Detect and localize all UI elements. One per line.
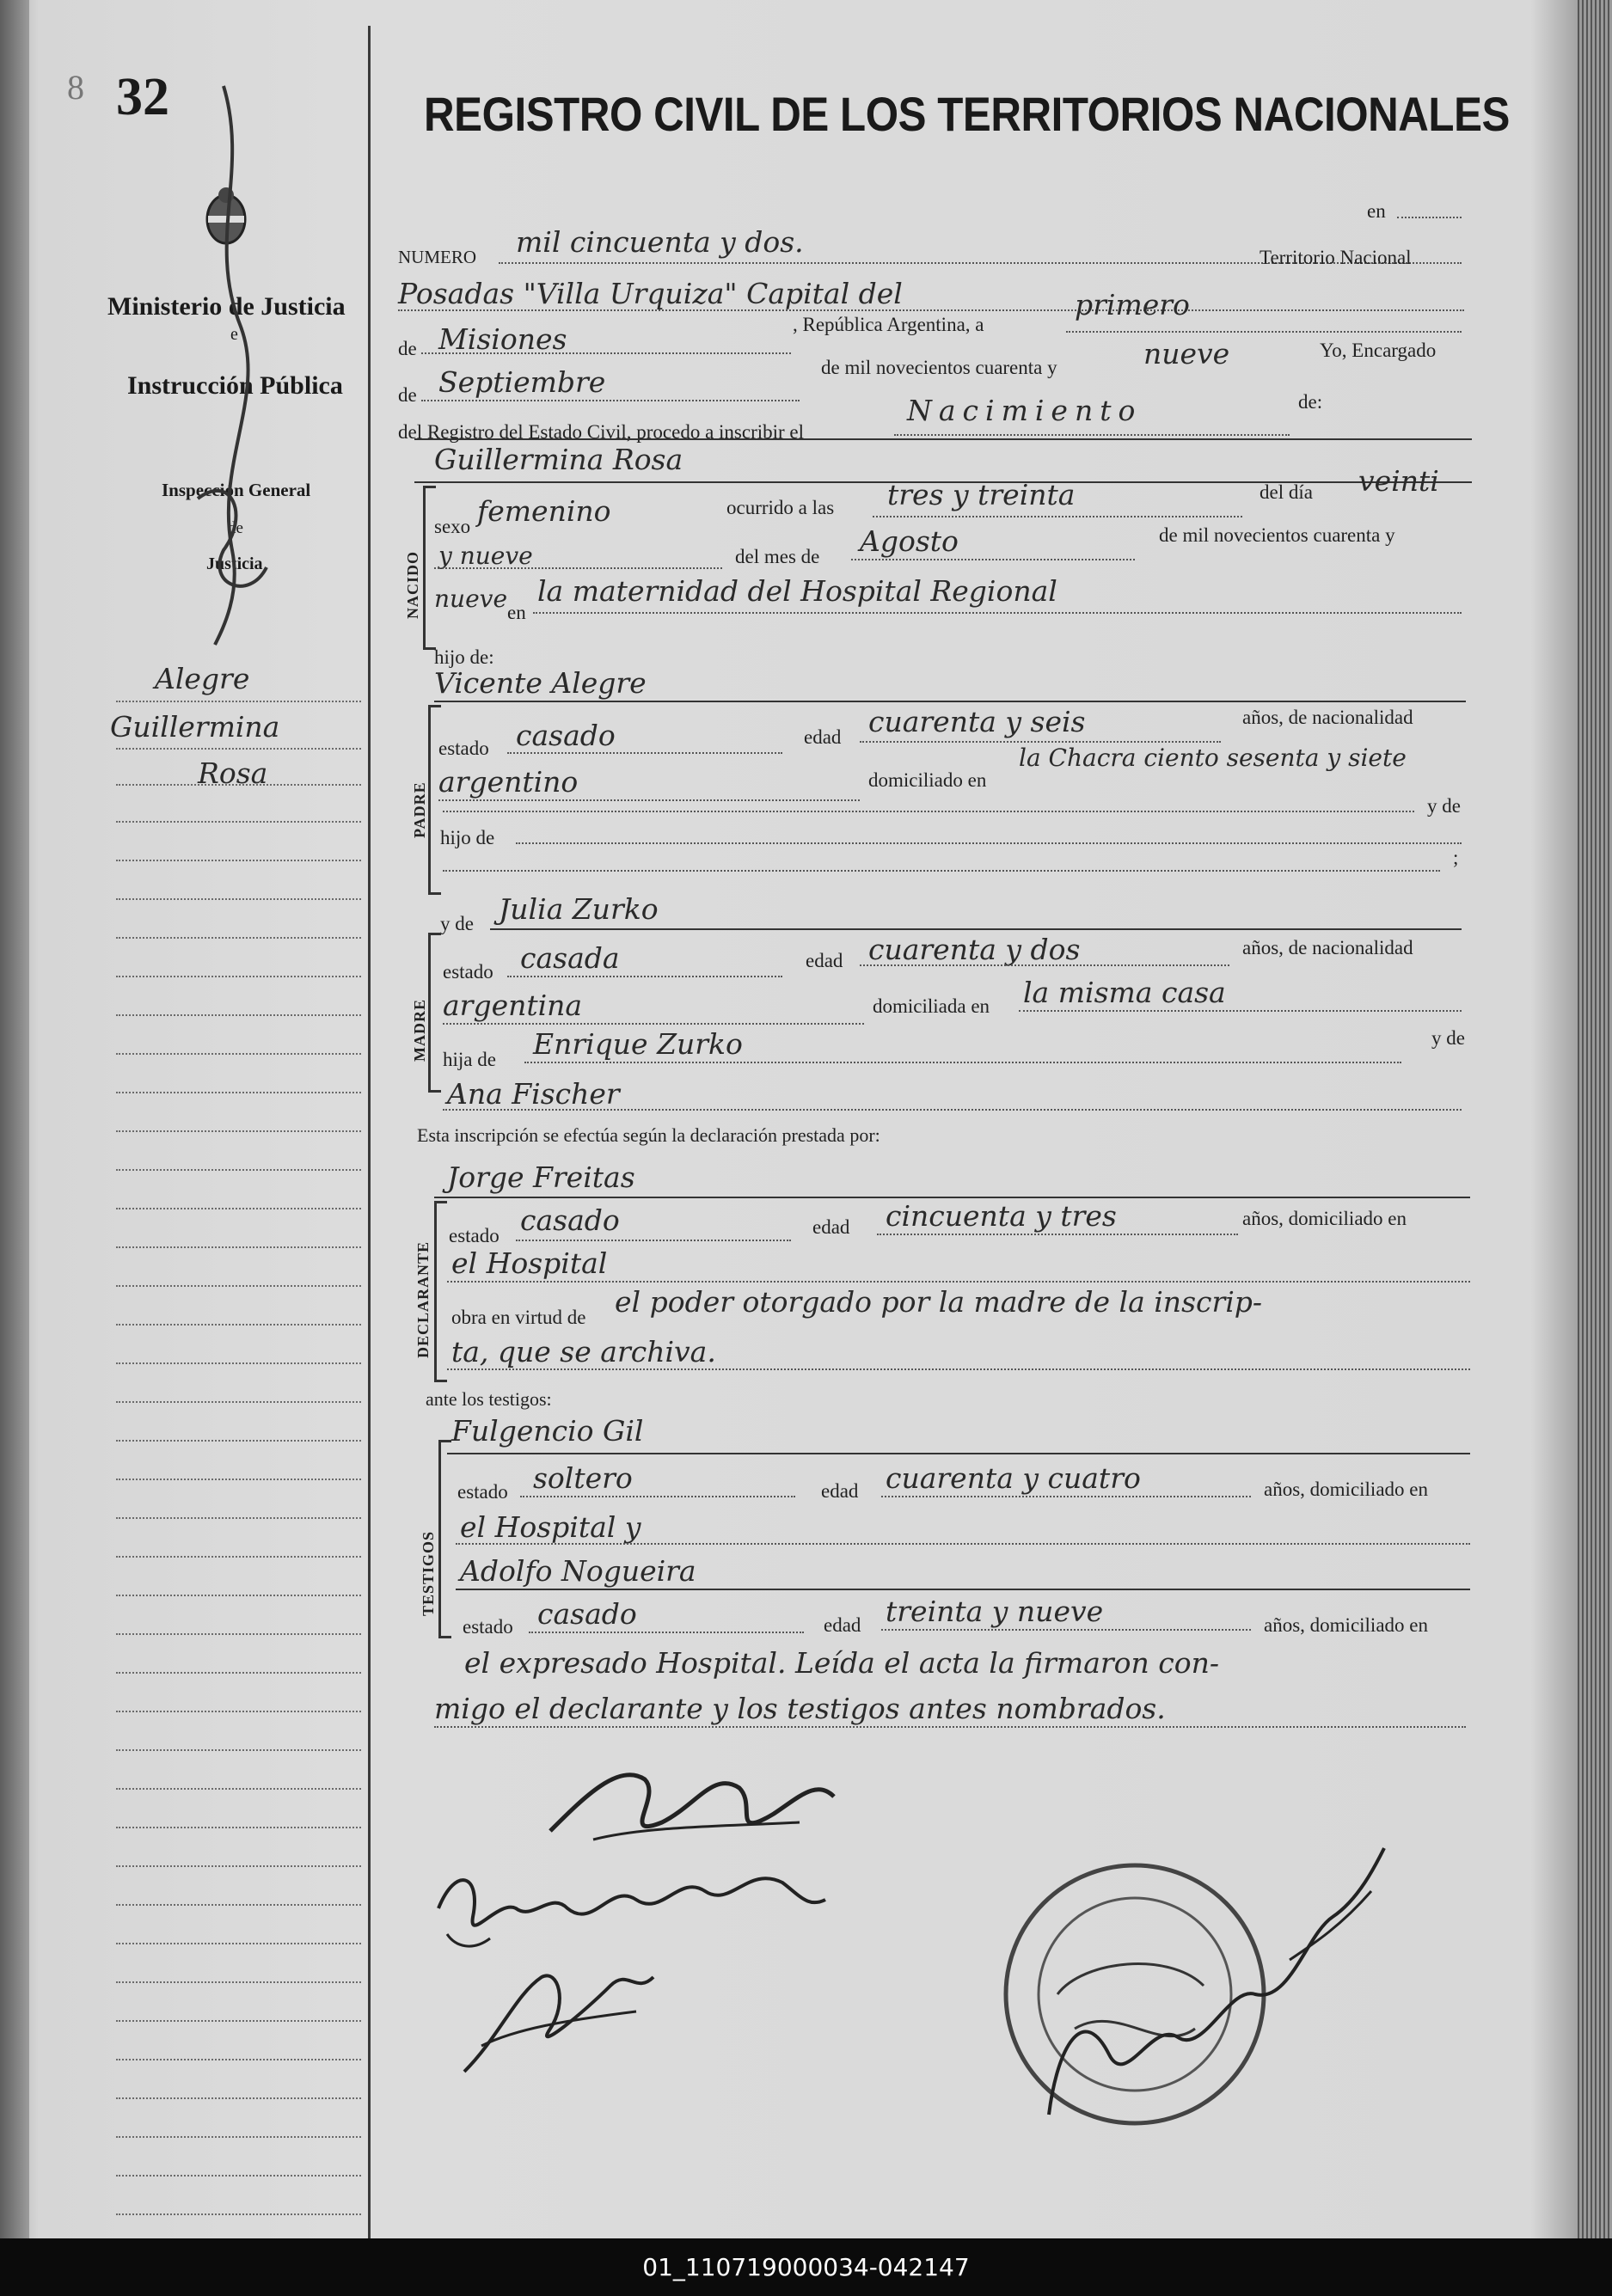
ministry-line2: Instrucción Pública [127, 371, 343, 400]
page-title: REGISTRO CIVIL DE LOS TERRITORIOS NACIONALES [424, 87, 1510, 141]
hw-madre-padre: Enrique Zurko [533, 1027, 743, 1061]
label-padre-y-de: y de [1427, 795, 1461, 817]
hw-madre-nombre: Julia Zurko [499, 892, 659, 926]
label-madre-anios: años, de nacionalidad [1242, 937, 1413, 958]
hw-testigo2-domicilio: el expresado Hospital. Leída el acta la firmaron con- [464, 1646, 1220, 1680]
label-declarante-edad: edad [812, 1216, 850, 1238]
margin-note-given: Guillermina [110, 710, 280, 744]
hw-madre-edad: cuarenta y dos [868, 933, 1081, 966]
label-testigo1-anios: años, domiciliado en [1264, 1479, 1428, 1500]
hw-madre-estado: casada [520, 941, 620, 975]
hw-territorio: Misiones [438, 322, 567, 356]
signature-declarante [516, 1745, 843, 1857]
label-del-dia: del día [1260, 481, 1313, 503]
label-de-colon: de: [1298, 391, 1323, 413]
hw-padre-nacionalidad: argentino [438, 765, 579, 799]
hw-declarante-obra: el poder otorgado por la madre de la inscrip- [615, 1285, 1263, 1319]
hw-acto: Nacimiento [907, 394, 1143, 427]
margin-line [368, 26, 371, 2238]
hw-mes: Septiembre [438, 365, 606, 399]
page-mark: 8 [67, 68, 84, 107]
label-de-1: de [398, 338, 417, 359]
label-mil2: de mil novecientos cuarenta y [1159, 524, 1395, 546]
label-republica: , República Argentina, a [793, 314, 984, 335]
hw-testigo1-domicilio: el Hospital y [460, 1510, 641, 1544]
hw-declarante-nombre: Jorge Freitas [447, 1160, 635, 1194]
label-hija-de: hija de [443, 1049, 496, 1070]
hw-madre-domicilio: la misma casa [1023, 976, 1226, 1009]
label-testigo2-estado: estado [463, 1616, 513, 1638]
hw-declarante-obra2: ta, que se archiva. [451, 1335, 716, 1368]
scan-footer: 01_110719000034-042147 [0, 2238, 1612, 2296]
label-hijo-de-2: hijo de [440, 827, 495, 848]
label-registro: del Registro del Estado Civil, procedo a inscribir el [398, 421, 805, 443]
hw-declarante-estado: casado [520, 1203, 620, 1237]
hw-testigo1-nombre: Fulgencio Gil [451, 1414, 644, 1448]
label-madre-edad: edad [806, 950, 843, 971]
label-en-lugar: en [507, 602, 526, 623]
label-padre-domicilio: domiciliado en [868, 769, 987, 791]
page-number: 32 [116, 68, 169, 126]
hw-nombre: Guillermina Rosa [434, 443, 683, 476]
hw-lugar-nac: la maternidad del Hospital Regional [537, 574, 1057, 608]
ministry-sub1: Inspección General [162, 480, 311, 500]
hw-madre-nacionalidad: argentina [443, 989, 583, 1022]
hw-testigo1-estado: soltero [533, 1461, 633, 1495]
ministry-line1: Ministerio de Justicia [107, 292, 346, 321]
hw-padre-domicilio: la Chacra ciento sesenta y siete [1019, 744, 1407, 772]
ministry-sub3: Justicia [206, 554, 263, 573]
hw-testigo1-edad: cuarenta y cuatro [886, 1461, 1141, 1495]
margin-note-surname: Alegre [155, 662, 250, 695]
label-hijo-de: hijo de: [434, 646, 494, 668]
hw-hora: tres y treinta [887, 478, 1076, 511]
hw-dia-nac: veinti [1358, 464, 1439, 498]
label-testigo1-estado: estado [457, 1481, 508, 1503]
label-ante: ante los testigos: [426, 1388, 552, 1410]
label-de-2: de [398, 384, 417, 406]
label-declaracion: Esta inscripción se efectúa según la declaración prestada por: [417, 1124, 880, 1146]
label-nacido: NACIDO [404, 550, 421, 619]
hw-sexo: femenino [477, 494, 611, 528]
hw-dia: primero [1075, 288, 1190, 321]
hw-padre-nombre: Vicente Alegre [434, 666, 647, 700]
signature-testigo2 [447, 1943, 671, 2080]
label-testigos: TESTIGOS [420, 1530, 437, 1616]
label-madre-estado: estado [443, 961, 493, 983]
hw-mes-nac: Agosto [860, 524, 959, 558]
hw-testigo2-nombre: Adolfo Nogueira [460, 1554, 696, 1588]
signature-encargado [1032, 1831, 1393, 2123]
page-edge [1578, 0, 1612, 2238]
hw-lugar: Posadas "Villa Urquiza" Capital del [398, 277, 903, 310]
hw-anio-nac: nueve [434, 585, 508, 613]
hw-declarante-domicilio: el Hospital [451, 1246, 608, 1280]
ministry-sub2: de [228, 519, 243, 537]
label-testigo1-edad: edad [821, 1480, 859, 1502]
label-obra: obra en virtud de [451, 1307, 586, 1328]
margin-signature [172, 69, 301, 653]
hw-anio: nueve [1143, 337, 1230, 370]
label-hija-y-de: y de [1431, 1027, 1465, 1049]
label-padre-edad: edad [804, 726, 842, 748]
label-padre-anios: años, de nacionalidad [1242, 707, 1413, 728]
hw-testigo2-edad: treinta y nueve [886, 1595, 1104, 1628]
label-declarante: DECLARANTE [414, 1240, 432, 1358]
label-yo: Yo, Encargado [1320, 340, 1437, 361]
label-mil: de mil novecientos cuarenta y [821, 357, 1057, 378]
hw-madre-madre: Ana Fischer [447, 1077, 620, 1111]
label-padre: PADRE [411, 781, 428, 838]
book-binding [0, 0, 29, 2238]
label-en: en [1367, 200, 1386, 222]
label-territorio: Territorio Nacional [1260, 247, 1412, 268]
label-sexo: sexo [434, 516, 471, 537]
label-madre-domicilio: domiciliada en [873, 995, 990, 1017]
hw-padre-edad: cuarenta y seis [868, 705, 1086, 738]
margin-note-middle: Rosa [198, 756, 268, 790]
hw-dia-nac2: y nueve [438, 542, 533, 570]
label-ocurrido: ocurrido a las [726, 497, 835, 518]
label-numero: NUMERO [398, 247, 477, 267]
hw-cierre: migo el declarante y los testigos antes nombrados. [434, 1692, 1166, 1725]
label-del-mes: del mes de [735, 546, 820, 567]
hw-testigo2-estado: casado [537, 1597, 637, 1631]
label-madre-y-de: y de [440, 913, 474, 934]
label-padre-estado: estado [438, 738, 489, 759]
label-testigo2-edad: edad [824, 1614, 861, 1636]
label-semicolon: ; [1453, 847, 1459, 868]
label-madre: MADRE [411, 999, 428, 1062]
hw-padre-estado: casado [516, 719, 616, 752]
ministry-conj: e [230, 325, 238, 344]
label-declarante-estado: estado [449, 1225, 500, 1246]
label-declarante-anios: años, domiciliado en [1242, 1208, 1407, 1229]
hw-declarante-edad: cincuenta y tres [886, 1199, 1117, 1233]
label-testigo2-anios: años, domiciliado en [1264, 1614, 1428, 1636]
hw-numero: mil cincuenta y dos. [516, 225, 804, 259]
